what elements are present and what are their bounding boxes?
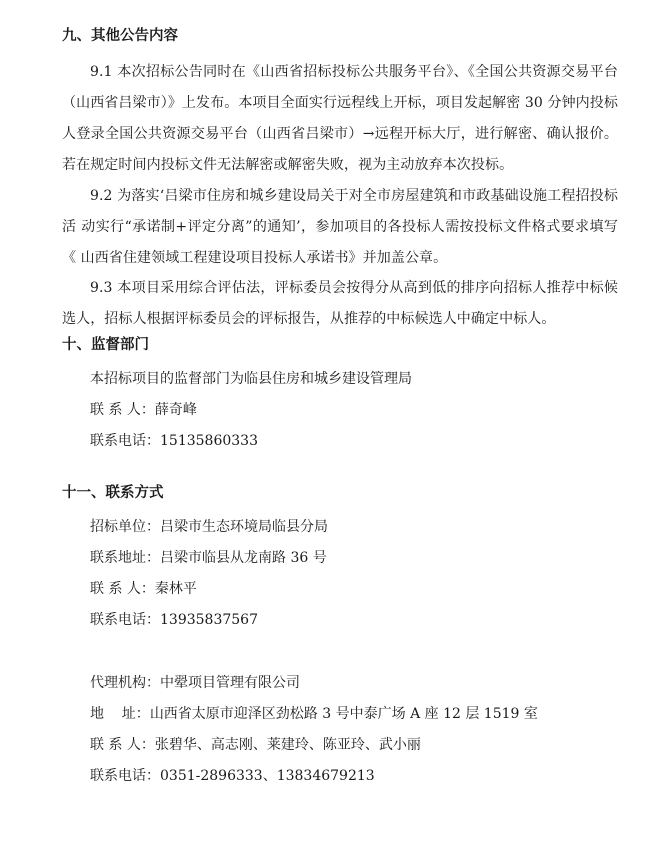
section-10-heading: 十、监督部门 <box>62 337 149 353</box>
supervision-intro: 本招标项目的监督部门为临县住房和城乡建设管理局 <box>90 371 412 387</box>
agency-address-label: 地 址： <box>90 706 150 722</box>
tenderer-unit-line <box>90 517 328 537</box>
tenderer-contact-line <box>90 579 197 599</box>
agency-org-label: 代理机构： <box>90 675 160 691</box>
paragraph-9-2: 9.2 为落实‘吕梁市住房和城乡建设局关于对全市房屋建筑和市政基础设施工程招投标活 动实行“承诺制+评定分离”的通知’，参加项目的各投标人需按投标文件格式要求填写《 山西省住建领域工程建设项目投标人承诺书》并加盖公章。 <box>62 188 618 266</box>
tenderer-phone-line <box>90 610 258 630</box>
section-11-heading: 十一、联系方式 <box>62 485 164 501</box>
tenderer-address-value: 吕梁市临县从龙南路 36 号 <box>160 550 327 566</box>
agency-address-value: 山西省太原市迎泽区劲松路 3 号中泰广场 A 座 12 层 1519 室 <box>149 706 538 722</box>
supervision-phone-line <box>90 431 258 451</box>
tenderer-address-label: 联系地址： <box>90 550 160 566</box>
agency-contact-label: 联 系 人： <box>90 737 155 753</box>
agency-phone-line <box>90 766 375 786</box>
agency-phone-value: 0351-2896333、13834679213 <box>160 768 375 784</box>
phone-value: 15135860333 <box>160 433 258 449</box>
agency-contact-line <box>90 735 421 755</box>
tenderer-phone-label: 联系电话： <box>90 612 160 628</box>
tenderer-contact-label: 联 系 人： <box>90 581 155 597</box>
section-9-heading: 九、其他公告内容 <box>62 28 178 44</box>
phone-label: 联系电话： <box>90 433 160 449</box>
paragraph-9-1: 9.1 本次招标公告同时在《山西省招标投标公共服务平台》、《全国公共资源交易平台（山西省吕梁市）》上发布。本项目全面实行远程线上开标，项目发起解密 30 分钟内投标人登录全国公共资源交易平台（山西省吕梁市）→远程开标大厅，进行解密、确认报价。若在规定时间内投标文件无法解密或解密失败，视为主动放弃本次投标。 <box>62 64 618 173</box>
contact-value: 薛奇峰 <box>154 402 197 418</box>
agency-org-value: 中翚项目管理有限公司 <box>160 675 300 691</box>
agency-phone-label: 联系电话： <box>90 768 160 784</box>
tenderer-address-line <box>90 548 327 568</box>
tenderer-unit-label: 招标单位： <box>90 519 160 535</box>
tenderer-phone-value: 13935837567 <box>160 612 258 628</box>
agency-address-line <box>90 704 538 724</box>
supervision-contact-line <box>90 400 197 420</box>
agency-contact-value: 张碧华、高志刚、莱建玲、陈亚玲、武小丽 <box>154 737 421 753</box>
paragraph-9-3: 9.3 本项目采用综合评估法，评标委员会按得分从高到低的排序向招标人推荐中标候选人，招标人根据评标委员会的评标报告，从推荐的中标候选人中确定中标人。 <box>62 280 618 327</box>
contact-label: 联 系 人： <box>90 402 155 418</box>
tenderer-contact-value: 秦林平 <box>154 581 197 597</box>
tenderer-unit-value: 吕梁市生态环境局临县分局 <box>160 519 328 535</box>
agency-org-line <box>90 673 300 693</box>
